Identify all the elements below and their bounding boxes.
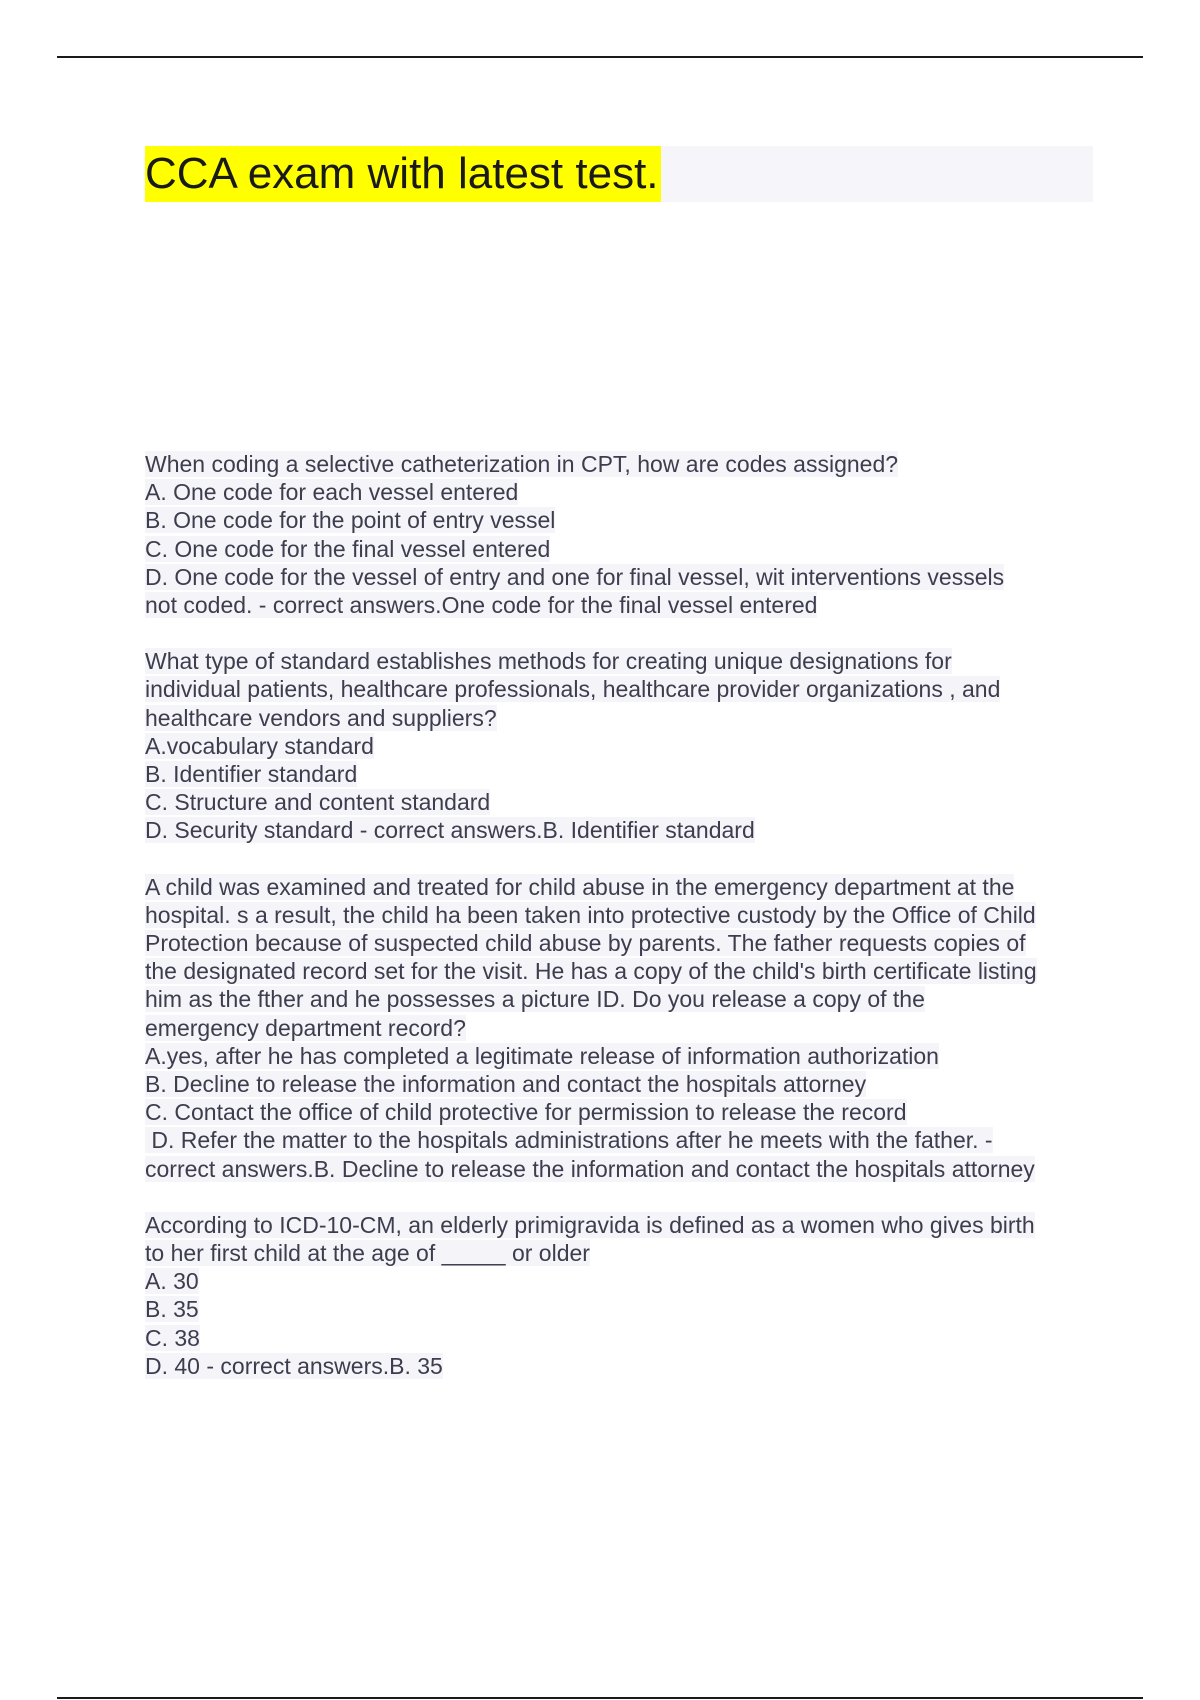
text-line: not coded. - correct answers.One code for the final vessel entered <box>145 592 818 619</box>
top-rule <box>57 56 1143 58</box>
text-line: correct answers.B. Decline to release the information and contact the hospitals attorney <box>145 1155 1035 1182</box>
text-line: C. Structure and content standard <box>145 789 491 816</box>
text-line: According to ICD-10-CM, an elderly primigravida is defined as a women who gives birth <box>145 1211 1035 1238</box>
text-line: D. 40 - correct answers.B. 35 <box>145 1352 443 1379</box>
text-line: D. Security standard - correct answers.B. Identifier standard <box>145 817 755 844</box>
document-body <box>145 450 1093 1408</box>
text-line: When coding a selective catheterization in CPT, how are codes assigned? <box>145 451 899 477</box>
bottom-rule <box>57 1697 1143 1699</box>
text-line: C. 38 <box>145 1324 200 1351</box>
text-line: A. 30 <box>145 1268 199 1295</box>
text-line: B. 35 <box>145 1296 199 1323</box>
question-block-2 <box>145 647 1093 844</box>
question-block-3 <box>145 873 1093 1183</box>
question-block-4 <box>145 1211 1093 1380</box>
text-line: B. Identifier standard <box>145 761 358 788</box>
text-line: healthcare vendors and suppliers? <box>145 704 497 731</box>
text-line: A.vocabulary standard <box>145 732 374 759</box>
text-line: individual patients, healthcare professionals, healthcare provider organizations , and <box>145 676 1001 703</box>
text-line: hospital. s a result, the child ha been taken into protective custody by the Office of Child <box>145 901 1036 928</box>
text-line: to her first child at the age of _____ or older <box>145 1240 590 1267</box>
text-line: him as the fther and he possesses a picture ID. Do you release a copy of the <box>145 986 925 1013</box>
text-line: B. Decline to release the information and contact the hospitals attorney <box>145 1071 867 1098</box>
text-line: C. One code for the final vessel entered <box>145 535 551 562</box>
document-title: CCA exam with latest test. <box>145 146 661 202</box>
text-line: emergency department record? <box>145 1014 466 1041</box>
text-line: B. One code for the point of entry vessel <box>145 507 556 534</box>
text-line: C. Contact the office of child protective for permission to release the record <box>145 1099 907 1126</box>
question-block-1 <box>145 450 1093 619</box>
text-line: the designated record set for the visit. He has a copy of the child's birth certificate listing <box>145 958 1037 985</box>
text-line: D. Refer the matter to the hospitals administrations after he meets with the father. - <box>145 1127 993 1154</box>
text-line: A child was examined and treated for child abuse in the emergency department at the <box>145 873 1015 900</box>
text-line: A.yes, after he has completed a legitimate release of information authorization <box>145 1042 939 1069</box>
text-line: A. One code for each vessel entered <box>145 479 519 506</box>
text-line: Protection because of suspected child abuse by parents. The father requests copies of <box>145 930 1026 957</box>
text-line: D. One code for the vessel of entry and one for final vessel, wit interventions vessels <box>145 563 1005 590</box>
text-line: What type of standard establishes methods for creating unique designations for <box>145 648 952 675</box>
